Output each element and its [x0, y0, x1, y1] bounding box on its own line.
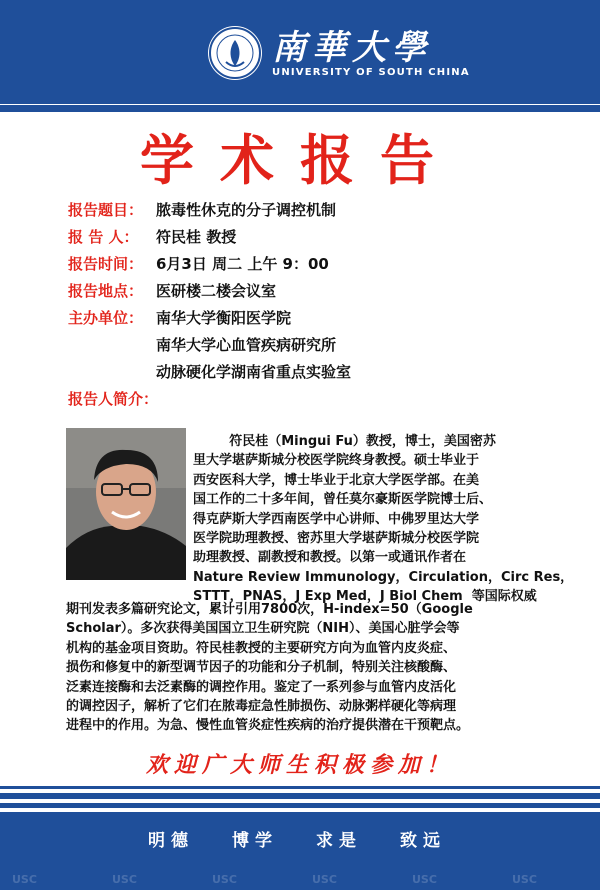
place-label: 报告地点： [68, 282, 144, 300]
topic-row [68, 197, 351, 224]
university-seal-icon [208, 26, 262, 80]
bio-text-full [66, 600, 574, 736]
header-bar [0, 0, 600, 104]
header-stripe [0, 105, 600, 112]
topic-value: 脓毒性休克的分子调控机制 [156, 201, 337, 219]
watermark-text: USC [112, 873, 137, 886]
bio-line: 期刊发表多篇研究论文，累计引用7800次，H-index=50（Google [66, 602, 473, 617]
host-row-2 [68, 332, 351, 359]
bio-text-right [193, 432, 573, 607]
host-value-1: 南华大学衡阳医学院 [156, 309, 292, 327]
bio-line: STTT，PNAS，J Exp Med，J Biol Chem 等国际权威 [193, 589, 537, 605]
bio-label-row [68, 386, 351, 413]
topic-label: 报告题目： [68, 201, 144, 219]
watermark-text: USC [512, 873, 537, 886]
bio-line: 里大学堪萨斯城分校医学院终身教授。硕士毕业于 [193, 453, 480, 469]
university-name-en: UNIVERSITY OF SOUTH CHINA [272, 66, 470, 78]
bio-line: 泛素连接酶和去泛素酶的调控作用。鉴定了一系列参与血管内皮活化 [66, 679, 457, 695]
poster-title: 学术报告 [140, 129, 460, 192]
university-name-cn: 南華大學 [272, 27, 432, 68]
watermark-text: USC [312, 873, 337, 886]
host-row [68, 305, 351, 332]
welcome-message: 欢迎广大师生积极参加！ [145, 752, 454, 778]
host-label: 主办单位： [68, 309, 144, 327]
bio-line: 医学院助理教授、密苏里大学堪萨斯城分校医学院 [193, 531, 480, 547]
watermark-text: USC [412, 873, 437, 886]
bio-line: 国工作的二十多年间，曾任莫尔豪斯医学院博士后、 [193, 492, 493, 508]
speaker-photo [66, 428, 186, 580]
motto-item: 致远 [400, 831, 446, 851]
motto-item: 博学 [232, 831, 278, 851]
bio-line: Nature Review Immunology，Circulation，Circ Res， [193, 569, 574, 585]
watermark-text: USC [12, 873, 37, 886]
motto-item: 明德 [148, 831, 194, 851]
bio-line: 西安医科大学，博士毕业于北京大学医学部。在美 [193, 472, 480, 488]
host-value-3: 动脉硬化学湖南省重点实验室 [156, 363, 352, 381]
motto-item: 求是 [316, 831, 362, 851]
bio-line: 得克萨斯大学西南医学中心讲师、中佛罗里达大学 [193, 511, 480, 527]
event-info [68, 197, 351, 413]
speaker-row [68, 224, 351, 251]
place-row [68, 278, 351, 305]
time-row [68, 251, 351, 278]
time-label: 报告时间： [68, 255, 144, 273]
bio-line: 的调控因子，解析了它们在脓毒症急性肺损伤、动脉粥样硬化等病理 [66, 699, 457, 715]
watermark-text: USC [212, 873, 237, 886]
bio-line: 损伤和修复中的新型调节因子的功能和分子机制，特别关注核酸酶、 [66, 660, 457, 676]
bio-line: 符民桂（Mingui Fu）教授，博士，美国密苏 [193, 434, 496, 449]
footer-stripe-thin [0, 786, 600, 789]
bio-line: Scholar）。多次获得美国国立卫生研究院（NIH）、美国心脏学会等 [66, 621, 460, 637]
bio-line: 进程中的作用。为急、慢性血管炎症性疾病的治疗提供潜在干预靶点。 [66, 718, 470, 734]
host-value-2: 南华大学心血管疾病研究所 [156, 336, 337, 354]
speaker-label: 报 告 人： [68, 228, 139, 246]
bio-label: 报告人简介： [68, 390, 159, 408]
footer-stripe [0, 803, 600, 808]
place-value: 医研楼二楼会议室 [156, 282, 277, 300]
footer-stripe [0, 793, 600, 799]
host-row-3 [68, 359, 351, 386]
bio-line: 机构的基金项目资助。符民桂教授的主要研究方向为血管内皮炎症、 [66, 640, 457, 656]
speaker-value: 符民桂 教授 [156, 228, 237, 246]
university-motto [0, 826, 600, 852]
bio-line: 助理教授、副教授和教授。以第一或通讯作者在 [193, 550, 467, 566]
university-logo [208, 26, 470, 80]
time-value: 6月3日 周二 上午 9：00 [156, 255, 329, 273]
